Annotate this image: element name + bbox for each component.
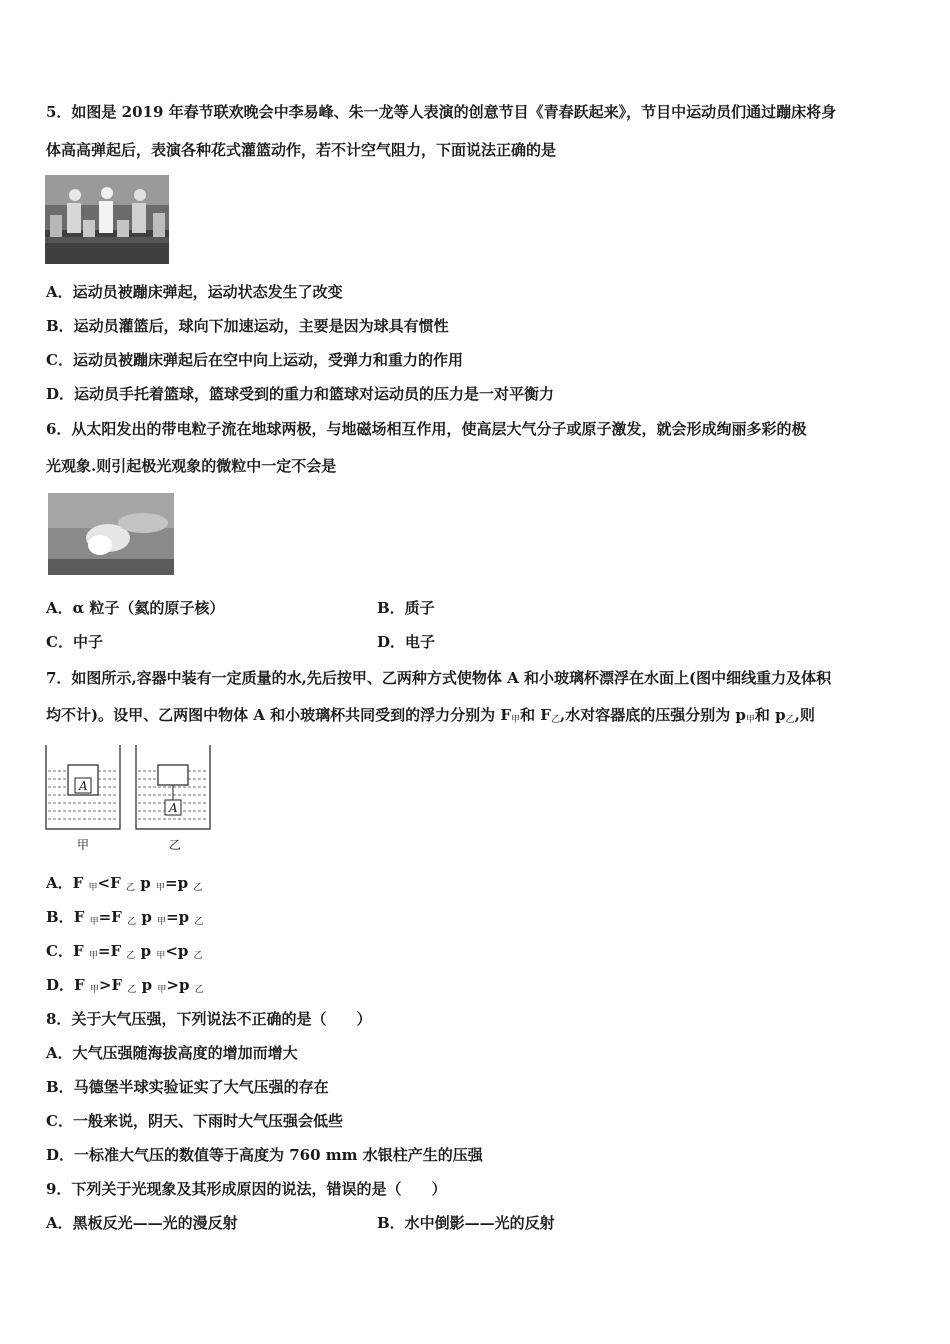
q7-option-d-sub2: 乙 [127,985,137,995]
q7-option-a-rel-f: < [97,874,111,892]
q7-option-c-rel-f: = [97,942,111,960]
q6-stem-line2: 光观象.则引起极光观象的微粒中一定不会是 [46,457,337,475]
q8-option-a: A．大气压强随海拔高度的增加而增大 [46,1044,298,1062]
q7-stem-part-e: ,则 [794,706,815,724]
q5-option-c: C．运动员被蹦床弹起后在空中向上运动，受弹力和重力的作用 [46,351,463,369]
q7-option-d-f2: F [111,976,123,994]
q6-option-b: B．质子 [377,599,435,617]
q7-option-a-f2: F [110,874,121,892]
q7-fig-caption-yi: 乙 [169,838,182,852]
q7-option-d [46,975,204,1000]
q7-fig-caption-jia: 甲 [77,838,90,852]
q7-container-diagram [44,743,216,853]
q7-option-a-sub1: 甲 [88,883,98,893]
q5-stem-line1: 5．如图是 2019 年春节联欢晚会中李易峰、朱一龙等人表演的创意节目《青春跃起来》，节目中运动员们通过蹦床将身 [46,103,837,121]
q8-option-c: C．一般来说，阴天、下雨时大气压强会低些 [46,1112,343,1130]
q7-option-c-sub2: 乙 [126,951,136,961]
q6-option-d: D．电子 [377,633,436,651]
q7-diagram-svg [44,743,216,835]
q7-fig-label-a-yi: A [169,801,178,815]
q7-option-b-letter: B． [46,908,74,926]
q7-option-b-rel-p: = [166,908,179,926]
q5-performance-photo [45,175,169,264]
q7-option-d-f1: F [74,976,85,994]
q7-option-a-p1: p [140,874,151,892]
q7-option-b [46,907,203,932]
q7-option-c-letter: C． [46,942,73,960]
q7-option-d-p1: p [141,976,153,994]
q7-option-c-sub4: 乙 [193,951,203,961]
q5-option-a: A．运动员被蹦床弹起，运动状态发生了改变 [46,283,343,301]
q7-option-b-sub2: 乙 [127,917,137,927]
q7-option-d-sub4: 乙 [194,985,204,995]
q7-option-c-sub1: 甲 [88,951,98,961]
q5-option-d: D．运动员手托着篮球，篮球受到的重力和篮球对运动员的压力是一对平衡力 [46,385,555,403]
q7-option-a-letter: A． [46,874,73,892]
q7-sub-yi-2: 乙 [785,715,795,725]
q7-option-d-rel-f: > [98,976,112,994]
q6-option-a: A．α 粒子（氦的原子核） [46,599,225,617]
q6-aurora-photo [48,493,174,575]
q7-option-a-sub2: 乙 [126,883,136,893]
q7-stem-part-b: 和 F [520,706,551,724]
q7-stem-line2 [46,705,815,730]
q9-stem: 9．下列关于光现象及其形成原因的说法，错误的是（ ） [46,1180,447,1198]
q7-option-b-sub3: 甲 [157,917,167,927]
q7-option-b-p1: p [141,908,152,926]
q7-fig-label-a-jia: A [79,779,88,793]
q7-option-a-sub3: 甲 [156,883,166,893]
q7-option-d-letter: D． [46,976,75,994]
q5-option-b: B．运动员灌篮后，球向下加速运动，主要是因为球具有惯性 [46,317,449,335]
q7-sub-jia-1: 甲 [511,715,521,725]
q6-option-c: C．中子 [46,633,103,651]
q9-option-b: B．水中倒影——光的反射 [377,1214,555,1232]
q7-sub-yi-1: 乙 [550,715,560,725]
q7-option-a-f1: F [72,874,84,892]
q7-option-a-p2: p [177,874,189,892]
q7-option-d-sub1: 甲 [89,985,99,995]
q5-stem-line2: 体高高弹起后，表演各种花式灌篮动作，若不计空气阻力，下面说法正确的是 [46,141,557,159]
q7-stem-part-c: ,水对容器底的压强分别为 p [559,706,746,724]
q7-option-c-p2: p [177,942,189,960]
q7-option-a-sub4: 乙 [193,883,203,893]
q7-option-c-f2: F [110,942,122,960]
q7-option-d-p2: p [178,976,190,994]
q7-option-c-rel-p: < [165,942,178,960]
q7-option-c-sub3: 甲 [156,951,166,961]
q9-option-a: A．黑板反光——光的漫反射 [46,1214,238,1232]
q8-stem: 8．关于大气压强，下列说法不正确的是（ ） [46,1010,372,1028]
q7-stem-part-a: 均不计)。设甲、乙两图中物体 A 和小玻璃杯共同受到的浮力分别为 F [46,706,512,724]
q7-stem-line1: 7．如图所示,容器中装有一定质量的水,先后按甲、乙两种方式使物体 A 和小玻璃杯漂浮在水面上(图中细线重力及体积 [46,669,832,687]
q6-stem-line1: 6．从太阳发出的带电粒子流在地球两极，与地磁场相互作用，使高层大气分子或原子激发，就会形成绚丽多彩的极 [46,420,807,438]
q8-option-d: D．一标准大气压的数值等于高度为 760 mm 水银柱产生的压强 [46,1146,483,1164]
q7-option-a-rel-p: = [165,874,178,892]
q7-option-d-sub3: 甲 [157,985,167,995]
q7-option-c-f1: F [72,942,84,960]
q7-option-b-f2: F [111,908,122,926]
q7-option-b-sub4: 乙 [194,917,204,927]
q7-option-b-rel-f: = [98,908,112,926]
q7-option-a [46,873,202,898]
q7-sub-jia-2: 甲 [745,715,755,725]
q7-option-c-p1: p [140,942,152,960]
q7-option-b-f1: F [73,908,85,926]
q7-option-d-rel-p: > [166,976,179,994]
q7-option-b-sub1: 甲 [89,917,99,927]
q7-stem-part-d: 和 p [754,706,786,724]
q8-option-b: B．马德堡半球实验证实了大气压强的存在 [46,1078,329,1096]
q7-option-b-p2: p [178,908,190,926]
q7-option-c [46,941,203,966]
